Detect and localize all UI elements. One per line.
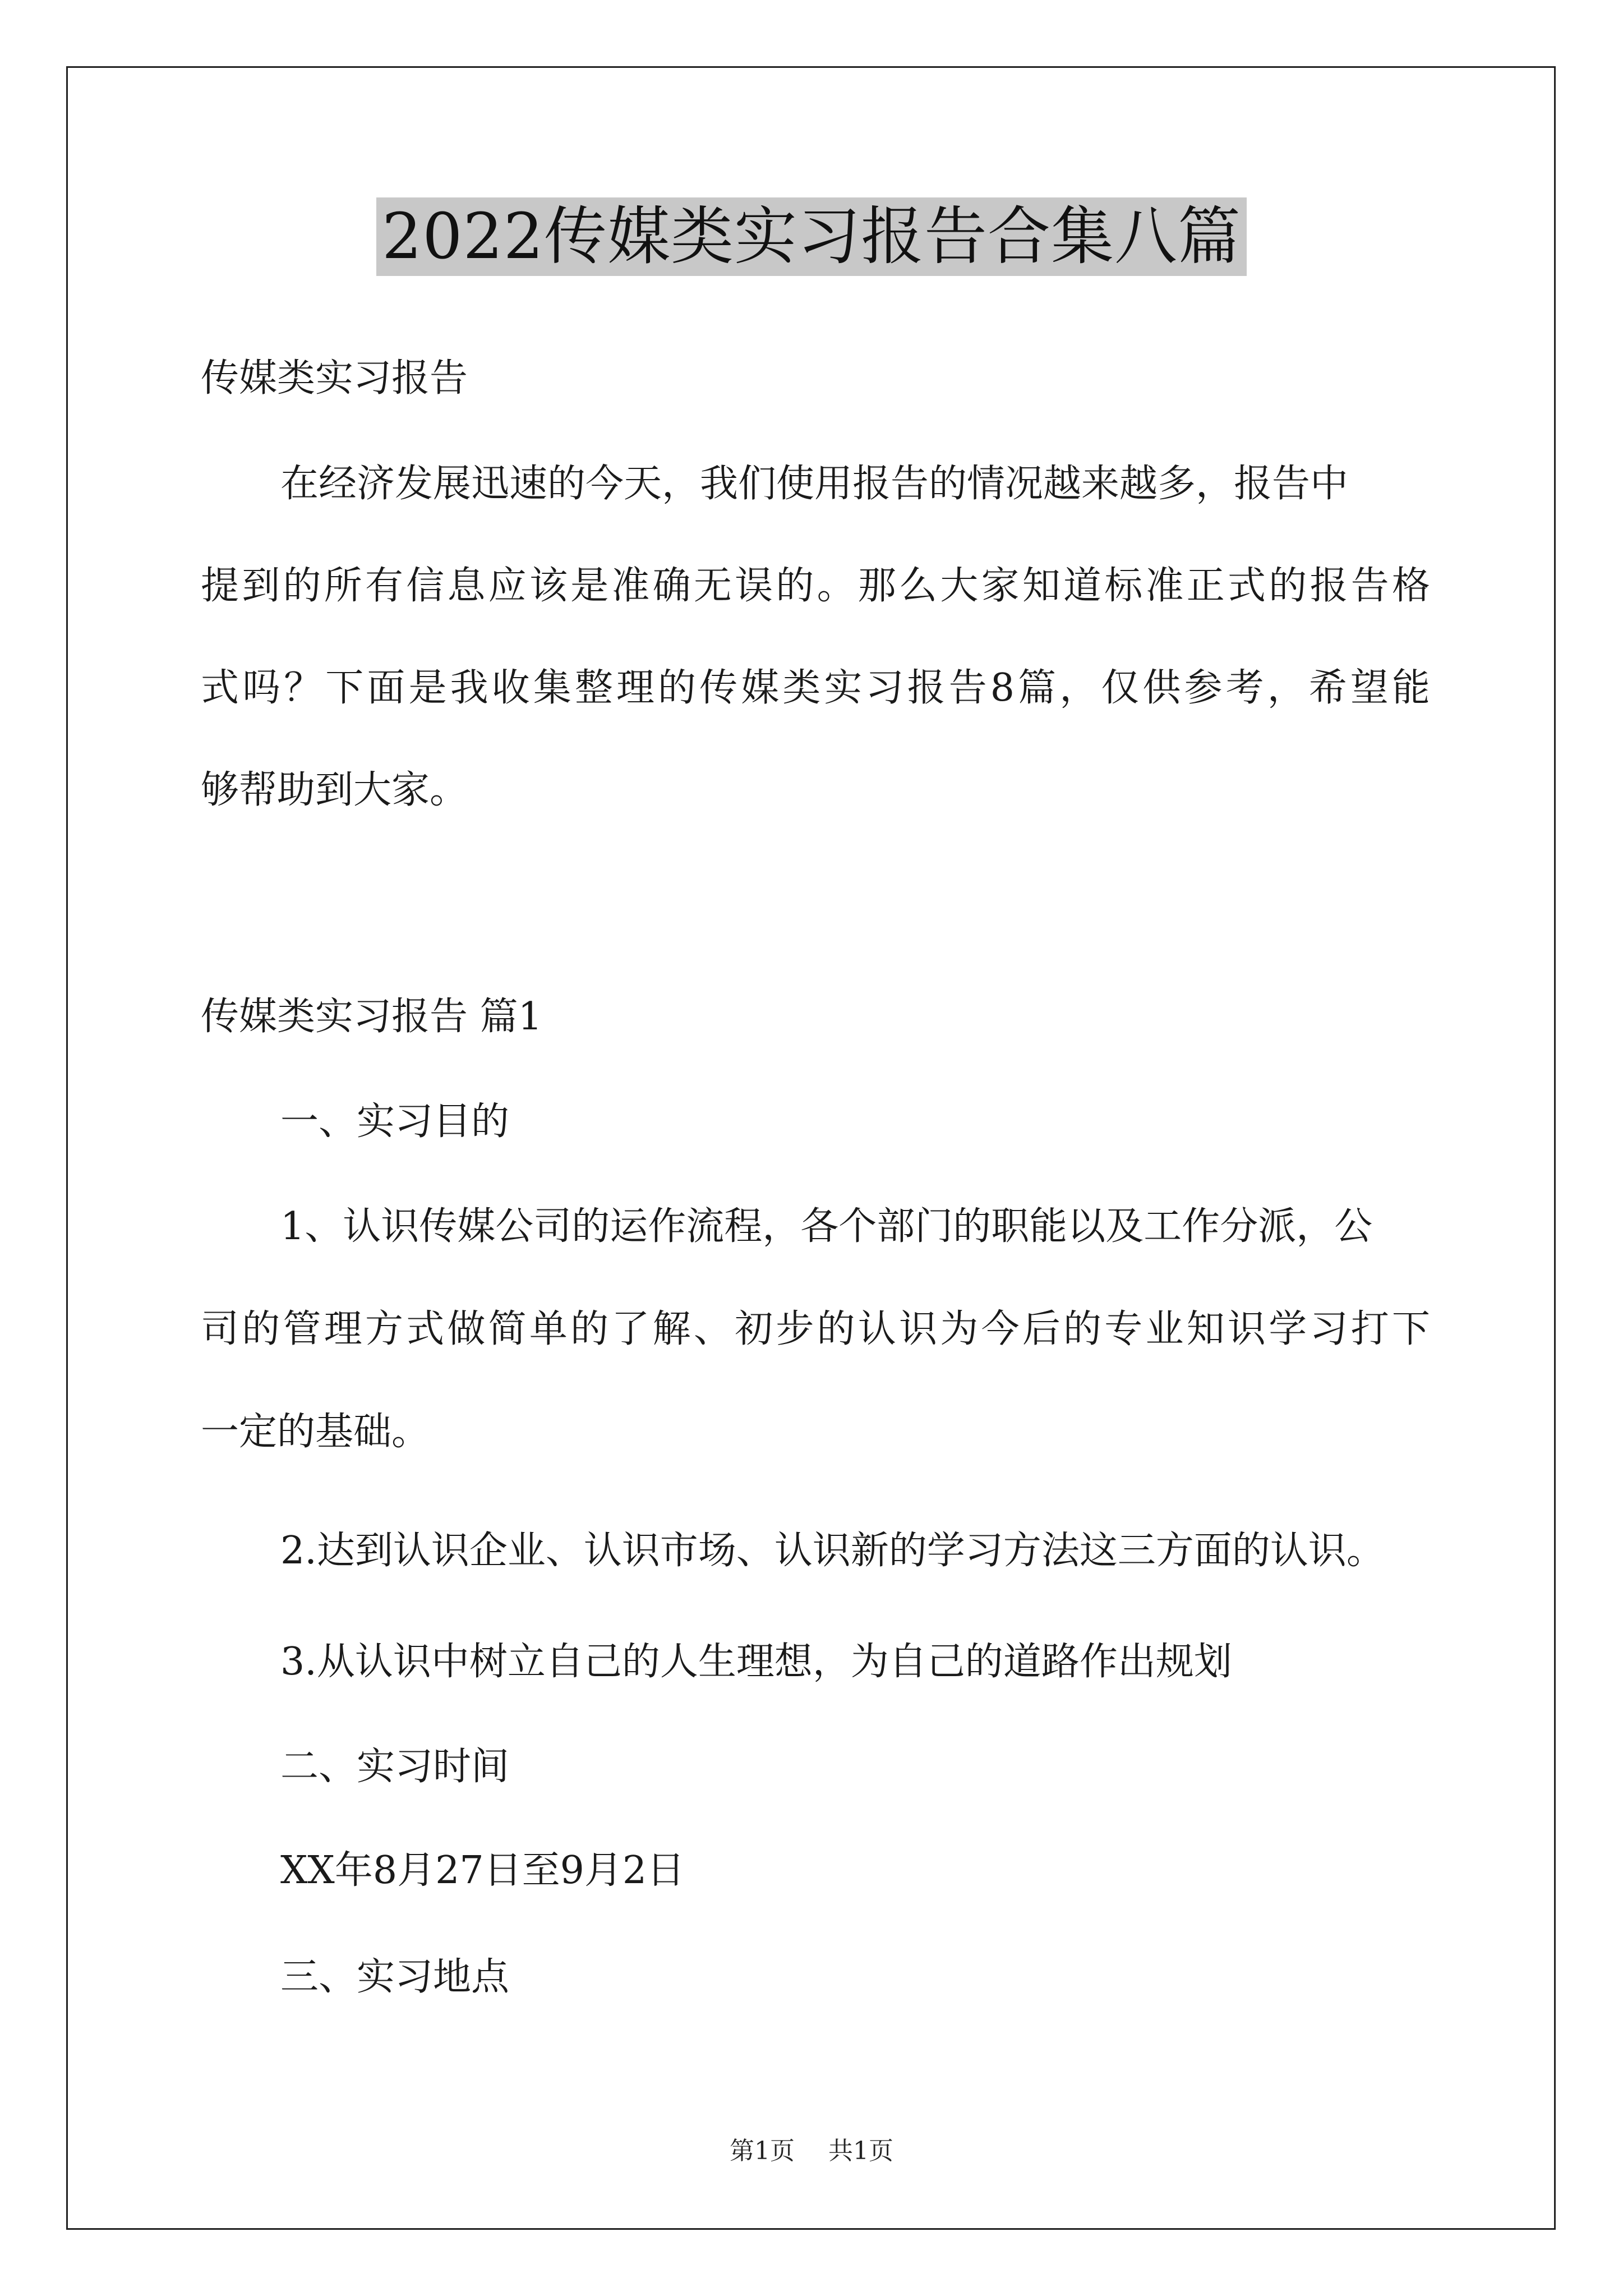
intro-paragraph-line-3: 式吗？下面是我收集整理的传媒类实习报告8篇，仅供参考，希望能 <box>201 666 1430 710</box>
intro-paragraph-line-4: 够帮助到大家。 <box>201 768 468 812</box>
title-container <box>0 197 1623 276</box>
purpose-item-1-line-3: 一定的基础。 <box>201 1410 430 1454</box>
intro-heading: 传媒类实习报告 <box>201 356 468 401</box>
time-heading: 二、实习时间 <box>280 1745 510 1789</box>
purpose-heading: 一、实习目的 <box>280 1099 510 1144</box>
intro-paragraph-line-1: 在经济发展迅速的今天，我们使用报告的情况越来越多，报告中 <box>280 462 1349 506</box>
purpose-item-1-line-2: 司的管理方式做简单的了解、初步的认识为今后的专业知识学习打下 <box>201 1307 1430 1351</box>
page-number: 第1页 <box>730 2137 795 2165</box>
page-footer <box>0 2134 1623 2168</box>
page-total: 共1页 <box>828 2137 893 2165</box>
time-value: XX年8月27日至9月2日 <box>280 1848 685 1893</box>
document-title: 2022传媒类实习报告合集八篇 <box>376 197 1247 276</box>
purpose-item-2: 2.达到认识企业、认识市场、认识新的学习方法这三方面的认识。 <box>280 1529 1385 1573</box>
purpose-item-3: 3.从认识中树立自己的人生理想，为自己的道路作出规划 <box>280 1640 1232 1684</box>
purpose-item-1-line-1: 1、认识传媒公司的运作流程，各个部门的职能以及工作分派，公 <box>280 1204 1373 1249</box>
section-heading: 传媒类实习报告 篇1 <box>201 995 542 1039</box>
intro-paragraph-line-2: 提到的所有信息应该是准确无误的。那么大家知道标准正式的报告格 <box>201 564 1430 608</box>
place-heading: 三、实习地点 <box>280 1955 510 1999</box>
